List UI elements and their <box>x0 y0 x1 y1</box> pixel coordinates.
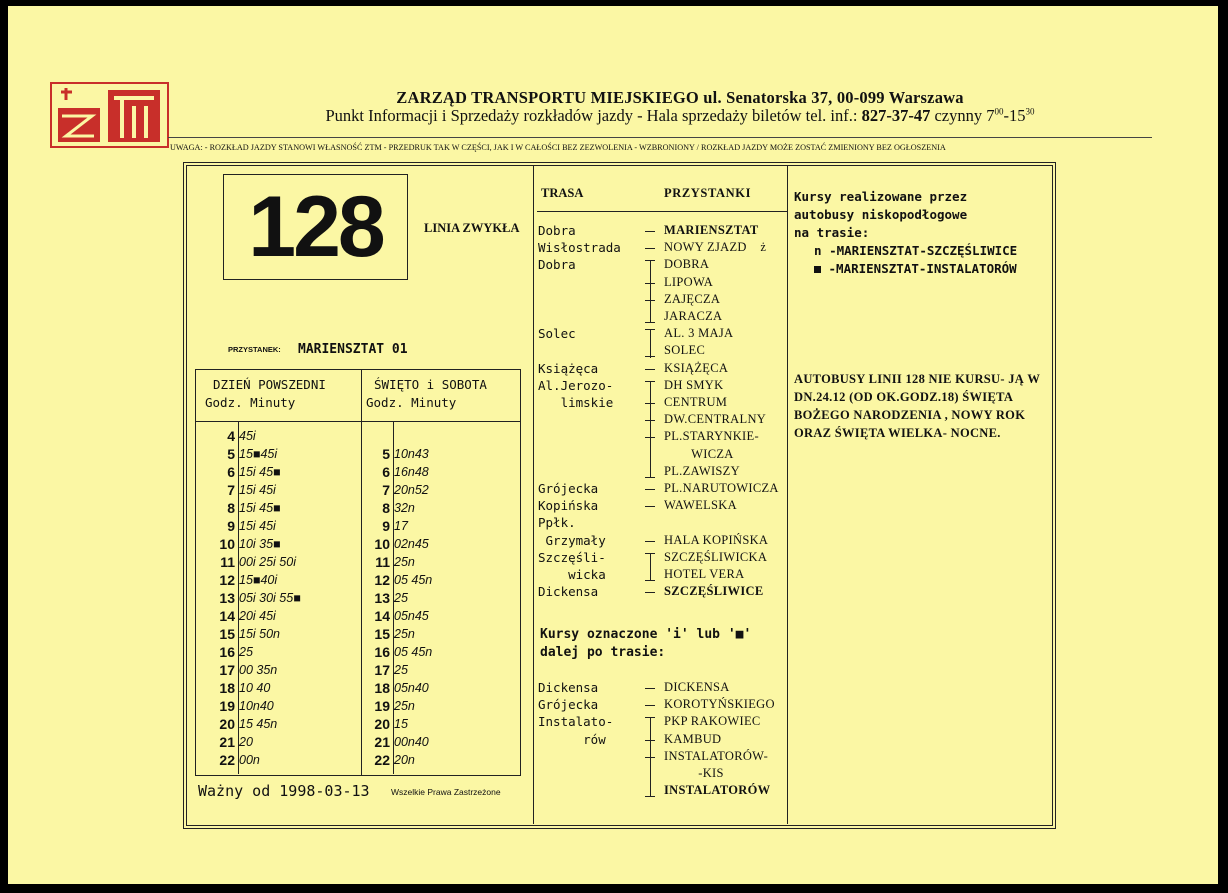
route-stop: PL.ZAWISZY <box>664 463 740 478</box>
minutes: 20 <box>239 735 253 749</box>
route-street <box>538 446 638 463</box>
route-street <box>538 411 638 428</box>
route-street: limskie <box>538 395 614 410</box>
time-row <box>354 499 494 517</box>
minutes: 20i 45i <box>239 609 276 623</box>
route-stop: DICKENSA <box>664 680 730 694</box>
stop-name: MARIENSZTAT 01 <box>298 342 408 357</box>
minutes: 00n40 <box>394 735 429 749</box>
time-row <box>199 661 339 679</box>
copyright-notice: UWAGA: - ROZKŁAD JAZDY STANOWI WŁASNOŚĆ ZTM - PRZEDRUK TAK W CZĘŚCI, JAK I W CAŁOŚCI BEZ ZEZWOLENIA - WZBRONIONY / ROZKŁAD JAZDY MOŻE ZOSTAĆ ZMIENIONY BEZ OGŁOSZENIA <box>170 143 946 152</box>
route-street: Grzymały <box>538 532 606 548</box>
route-street <box>538 342 638 359</box>
time-row <box>199 697 339 715</box>
time-row <box>199 607 339 625</box>
minutes: 15i 50n <box>239 627 281 641</box>
lowfloor-item-square: -MARIENSZTAT-INSTALATORÓW <box>814 260 1017 278</box>
time-row <box>354 679 494 697</box>
time-row <box>354 625 494 643</box>
route-stop: INSTALATORÓW- <box>664 748 769 763</box>
minutes: 10n43 <box>394 447 429 461</box>
route-stop: CENTRUM <box>664 395 728 409</box>
hour: 17 <box>374 662 390 678</box>
time-row <box>199 499 339 517</box>
hour: 22 <box>219 752 235 768</box>
time-row <box>199 553 339 571</box>
minutes: 16n48 <box>394 465 429 479</box>
hour: 17 <box>219 662 235 678</box>
time-row <box>199 679 339 697</box>
time-row <box>354 697 494 715</box>
route-stop: PKP RAKOWIEC <box>664 714 761 729</box>
hour: 12 <box>219 572 235 588</box>
minutes: 25 <box>394 663 408 677</box>
hour: 18 <box>219 680 235 696</box>
route-street: Dickensa <box>538 584 599 600</box>
line-number: 128 <box>248 179 383 275</box>
hour: 4 <box>227 428 235 444</box>
time-row <box>199 751 339 769</box>
route-stop: PL.STARYNKIE- <box>664 429 759 444</box>
holiday-column <box>354 445 494 769</box>
route-col-trasa: TRASA <box>541 186 584 200</box>
route-stop: MARIENSZTAT <box>664 223 759 237</box>
route-street: Dobra <box>538 257 576 273</box>
square-icon <box>814 266 821 273</box>
time-row <box>354 715 494 733</box>
time-row <box>199 589 339 607</box>
column-divider <box>787 165 788 824</box>
route-stop: WAWELSKA <box>664 498 737 513</box>
hour: 14 <box>219 608 235 624</box>
minutes: 10i 35■ <box>239 537 281 551</box>
hour: 13 <box>219 590 235 606</box>
hour: 15 <box>374 626 390 642</box>
hour: 21 <box>374 734 390 750</box>
hour: 9 <box>227 518 235 534</box>
minutes: 05n45 <box>394 609 429 623</box>
minutes: 25n <box>394 627 415 641</box>
route-stop: DOBRA <box>664 257 710 272</box>
minutes: 15■45i <box>239 447 278 461</box>
hour: 14 <box>374 608 390 624</box>
hour: 20 <box>374 716 390 732</box>
time-row <box>354 445 494 463</box>
route-street: Dickensa <box>538 680 599 695</box>
weekday-column <box>199 427 339 769</box>
route-stop: SZCZĘŚLIWICE <box>664 584 764 599</box>
time-row <box>354 751 494 769</box>
minutes: 05i 30i 55■ <box>239 591 301 605</box>
route-stop: PL.NARUTOWICZA <box>664 481 779 495</box>
minutes: 17 <box>394 519 408 533</box>
route-street <box>538 463 638 480</box>
minutes: 05 45n <box>394 573 433 587</box>
hour: 10 <box>219 536 235 552</box>
minutes: 15i 45■ <box>239 465 281 479</box>
route-street: Dobra <box>538 223 576 238</box>
rights-reserved: Wszelkie Prawa Zastrzeżone <box>391 787 501 797</box>
route-stop: HOTEL VERA <box>664 567 745 581</box>
minutes: 45i <box>239 429 256 443</box>
minutes: 10n40 <box>239 699 274 713</box>
time-row <box>199 625 339 643</box>
line-number-box <box>223 174 408 280</box>
minutes: 00 35n <box>239 663 278 677</box>
hour: 15 <box>219 626 235 642</box>
minutes: 05 45n <box>394 645 433 659</box>
route-street <box>538 748 638 765</box>
minutes: 20n <box>394 753 415 767</box>
hour: 16 <box>219 644 235 660</box>
hour: 13 <box>374 590 390 606</box>
hour: 6 <box>382 464 390 480</box>
route-street <box>538 428 638 445</box>
route-stop: LIPOWA <box>664 274 714 289</box>
route-note: Kursy oznaczone 'i' lub '■' dalej po trasie: <box>540 627 752 660</box>
line-type: LINIA ZWYKŁA <box>424 221 520 235</box>
ztm-logo-icon <box>52 84 167 146</box>
stop-label: PRZYSTANEK: <box>228 345 281 354</box>
route-street: Ppłk. <box>538 515 576 531</box>
time-row <box>199 517 339 535</box>
route-street: rów <box>538 731 606 747</box>
time-row <box>199 733 339 751</box>
route-street: Wisłostrada <box>538 240 621 256</box>
route-street <box>538 782 638 799</box>
route-street: Instalato- <box>538 714 614 730</box>
route-street: Kopińska <box>538 498 599 514</box>
weekday-header: DZIEŃ POWSZEDNI Godz. Minuty <box>205 377 326 410</box>
time-row <box>354 589 494 607</box>
route-stop: NOWY ZJAZD ż <box>664 240 767 255</box>
minutes: 15 <box>394 717 408 731</box>
route-stop: WICZA <box>664 446 734 461</box>
minutes: 20n52 <box>394 483 429 497</box>
time-row <box>199 481 339 499</box>
hour: 18 <box>374 680 390 696</box>
route-stop: DW.CENTRALNY <box>664 412 767 427</box>
header-rule <box>168 137 1152 138</box>
route-street: Solec <box>538 326 576 342</box>
time-row <box>199 535 339 553</box>
time-row <box>199 445 339 463</box>
hour: 6 <box>227 464 235 480</box>
route-stop: ZAJĘCZA <box>664 291 721 306</box>
hour: 19 <box>374 698 390 714</box>
route-street: wicka <box>538 567 606 582</box>
hour: 9 <box>382 518 390 534</box>
route-street: Grójecka <box>538 481 599 496</box>
hour: 7 <box>382 482 390 498</box>
route-street <box>538 291 638 308</box>
hour: 21 <box>219 734 235 750</box>
minutes: 00n <box>239 753 260 767</box>
time-row <box>199 715 339 733</box>
holiday-notice: AUTOBUSY LINII 128 NIE KURSU- JĄ W DN.24.12 (OD OK.GODZ.18) ŚWIĘTA BOŻEGO NARODZENIA , NOWY ROK ORAZ ŚWIĘTA WIELKA- NOCNE. <box>794 372 1040 440</box>
hour: 11 <box>220 554 235 570</box>
minutes: 15i 45i <box>239 483 276 497</box>
route-stop: HALA KOPIŃSKA <box>664 532 769 547</box>
holiday-header: ŚWIĘTO i SOBOTA Godz. Minuty <box>366 377 487 410</box>
route-street <box>538 765 638 782</box>
time-row <box>354 571 494 589</box>
time-row <box>199 463 339 481</box>
time-row <box>354 661 494 679</box>
valid-from: Ważny od 1998-03-13 <box>198 782 370 800</box>
hour: 8 <box>382 500 390 516</box>
route-stop: DH SMYK <box>664 377 724 392</box>
time-row <box>199 643 339 661</box>
minutes: 15■40i <box>239 573 278 587</box>
route-stop: -KIS <box>664 766 724 780</box>
lowfloor-title: Kursy realizowane przez autobusy niskopodłogowe na trasie: <box>794 189 968 240</box>
minutes: 02n45 <box>394 537 429 551</box>
minutes: 00i 25i 50i <box>239 555 296 569</box>
route-street: Książęca <box>538 360 599 376</box>
route-stop: KOROTYŃSKIEGO <box>664 697 775 712</box>
route-street <box>538 274 638 291</box>
hour: 16 <box>374 644 390 660</box>
route-col-stops: PRZYSTANKI <box>664 186 752 200</box>
hour: 22 <box>374 752 390 768</box>
route-street: Grójecka <box>538 697 599 713</box>
time-row <box>354 643 494 661</box>
time-row <box>354 535 494 553</box>
minutes: 25 <box>394 591 408 605</box>
lowfloor-item-n: n -MARIENSZTAT-SZCZĘŚLIWICE <box>814 243 1018 258</box>
minutes: 32n <box>394 501 415 515</box>
time-row <box>354 553 494 571</box>
column-divider <box>533 165 534 824</box>
hour: 11 <box>375 554 390 570</box>
minutes: 15i 45i <box>239 519 276 533</box>
minutes: 10 40 <box>239 681 271 695</box>
route-stop: KSIĄŻĘCA <box>664 360 729 375</box>
hour: 8 <box>227 500 235 516</box>
header-org: ZARZĄD TRANSPORTU MIEJSKIEGO ul. Senatorska 37, 00-099 Warszawa <box>396 88 964 107</box>
route-stop: SZCZĘŚLIWICKA <box>664 549 768 564</box>
minutes: 15i 45■ <box>239 501 281 515</box>
minutes: 15 45n <box>239 717 278 731</box>
time-row <box>354 481 494 499</box>
header-info: Punkt Informacji i Sprzedaży rozkładów jazdy - Hala sprzedaży biletów tel. inf.: 827-37-47 czynny $7^{00}-15^{30}$ <box>325 106 1035 125</box>
minutes: 05n40 <box>394 681 429 695</box>
minutes: 25 <box>239 645 253 659</box>
route-stop: SOLEC <box>664 343 706 358</box>
route-stop: AL. 3 MAJA <box>664 326 734 341</box>
time-row <box>354 517 494 535</box>
time-row <box>199 427 339 445</box>
time-row <box>354 733 494 751</box>
route-stop: INSTALATORÓW <box>664 783 771 798</box>
route-street: Al.Jerozo- <box>538 377 614 393</box>
hour: 12 <box>374 572 390 588</box>
minutes: 25n <box>394 555 415 569</box>
hour: 19 <box>219 698 235 714</box>
hour: 5 <box>382 446 390 462</box>
route-street: Szczęśli- <box>538 549 606 565</box>
minutes: 25n <box>394 699 415 713</box>
hour: 10 <box>374 536 390 552</box>
hour: 5 <box>227 446 235 462</box>
time-row <box>199 571 339 589</box>
time-row <box>354 607 494 625</box>
time-row <box>354 463 494 481</box>
hour: 7 <box>227 482 235 498</box>
route-stop: KAMBUD <box>664 731 722 746</box>
ztm-logo <box>50 82 169 148</box>
hour: 20 <box>219 716 235 732</box>
route-stop: JARACZA <box>664 309 723 323</box>
route-street <box>538 308 638 325</box>
